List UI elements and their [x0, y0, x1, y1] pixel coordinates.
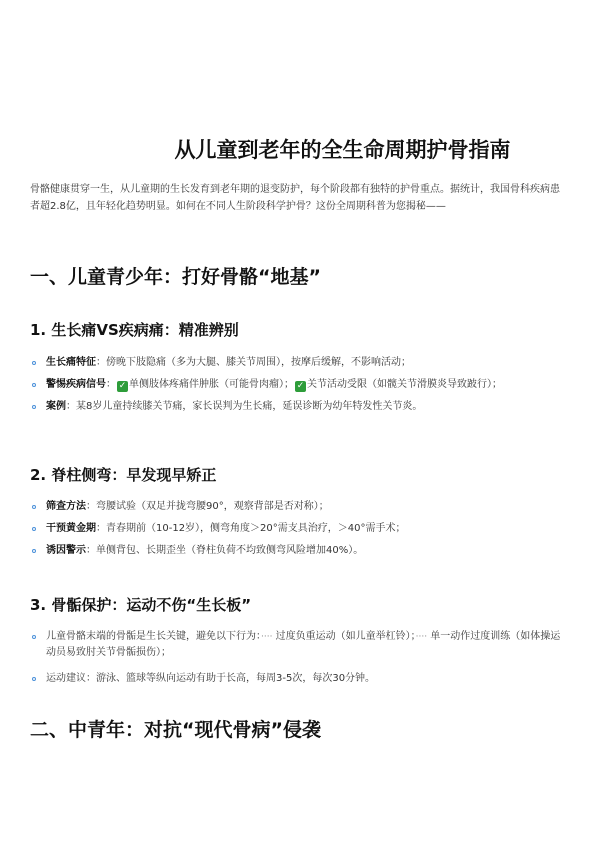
- bullet-icon: [32, 361, 36, 365]
- item-text: 儿童骨骼末端的骨骺是生长关键，避免以下行为：: [46, 631, 261, 642]
- page-title: 从儿童到老年的全生命周期护骨指南: [174, 138, 511, 162]
- bullet-icon: [32, 549, 36, 553]
- item-label: 警惕疾病信号: [46, 379, 106, 390]
- item-text: 关节活动受限（如髋关节滑膜炎导致跛行）；: [307, 379, 502, 390]
- ellipsis-marker: ····: [415, 632, 428, 642]
- item-text: ：单侧背包、长期歪坐（脊柱负荷不均致侧弯风险增加40%）。: [86, 545, 364, 556]
- bullet-icon: [32, 635, 36, 639]
- item-text: ：: [106, 379, 116, 390]
- item-text: ：傍晚下肢隐痛（多为大腿、膝关节周围），按摩后缓解，不影响活动；: [96, 357, 411, 368]
- list-item: [30, 629, 570, 661]
- epiphysis-list: [30, 629, 570, 693]
- item-text: 单侧肢体疼痛伴肿胀（可能骨肉瘤）；: [129, 379, 294, 390]
- list-item: [30, 671, 570, 687]
- ellipsis-marker: ····: [261, 632, 273, 642]
- item-text: ：弯腰试验（双足并拢弯腰90°，观察背部是否对称）；: [86, 501, 329, 512]
- list-item: [30, 355, 570, 371]
- list-item: [30, 521, 570, 537]
- item-label: 诱因警示: [46, 545, 86, 556]
- section-heading-middle-age: 二、中青年：对抗“现代骨病”侵袭: [30, 719, 321, 741]
- item-label: 干预黄金期: [46, 523, 96, 534]
- list-item: [30, 399, 570, 415]
- bullet-icon: [32, 527, 36, 531]
- growing-pain-list: [30, 355, 570, 421]
- item-text: ：青春期前（10-12岁），侧弯角度＞20°需支具治疗，＞40°需手术；: [96, 523, 406, 534]
- intro-paragraph: 骨骼健康贯穿一生，从儿童期的生长发育到老年期的退变防护，每个阶段都有独特的护骨重点。据统计，我国骨科疾病患者超2.8亿，且年轻化趋势明显。如何在不同人生阶段科学护骨？这份全周期科普为您揭秘——: [30, 184, 560, 212]
- subheading-growing-pain: 1. 生长痛VS疾病痛：精准辨别: [30, 321, 239, 339]
- list-item: [30, 377, 570, 393]
- item-label: 生长痛特征: [46, 357, 96, 368]
- item-text: 运动建议：游泳、篮球等纵向运动有助于长高，每周3-5次，每次30分钟。: [46, 673, 376, 684]
- bullet-icon: [32, 405, 36, 409]
- bullet-icon: [32, 383, 36, 387]
- check-mark-icon: ✓: [118, 381, 127, 391]
- check-mark-icon: ✓: [296, 381, 305, 391]
- item-text: 过度负重运动（如儿童举杠铃）；: [272, 631, 416, 642]
- section-heading-children: 一、儿童青少年：打好骨骼“地基”: [30, 266, 321, 288]
- subheading-scoliosis: 2. 脊柱侧弯：早发现早矫正: [30, 466, 217, 484]
- item-label: 筛查方法: [46, 501, 86, 512]
- item-label: 案例: [46, 401, 66, 412]
- list-item: [30, 543, 570, 559]
- item-text: ：某8岁儿童持续膝关节痛，家长误判为生长痛，延误诊断为幼年特发性关节炎。: [66, 401, 423, 412]
- bullet-icon: [32, 677, 36, 681]
- item-text: 单一动作过度训练（如体操运动员易致肘关节骨骺损伤）；: [46, 631, 561, 658]
- list-item: [30, 499, 570, 515]
- scoliosis-list: [30, 499, 570, 565]
- subheading-epiphysis: 3. 骨骺保护：运动不伤“生长板”: [30, 596, 252, 614]
- bullet-icon: [32, 505, 36, 509]
